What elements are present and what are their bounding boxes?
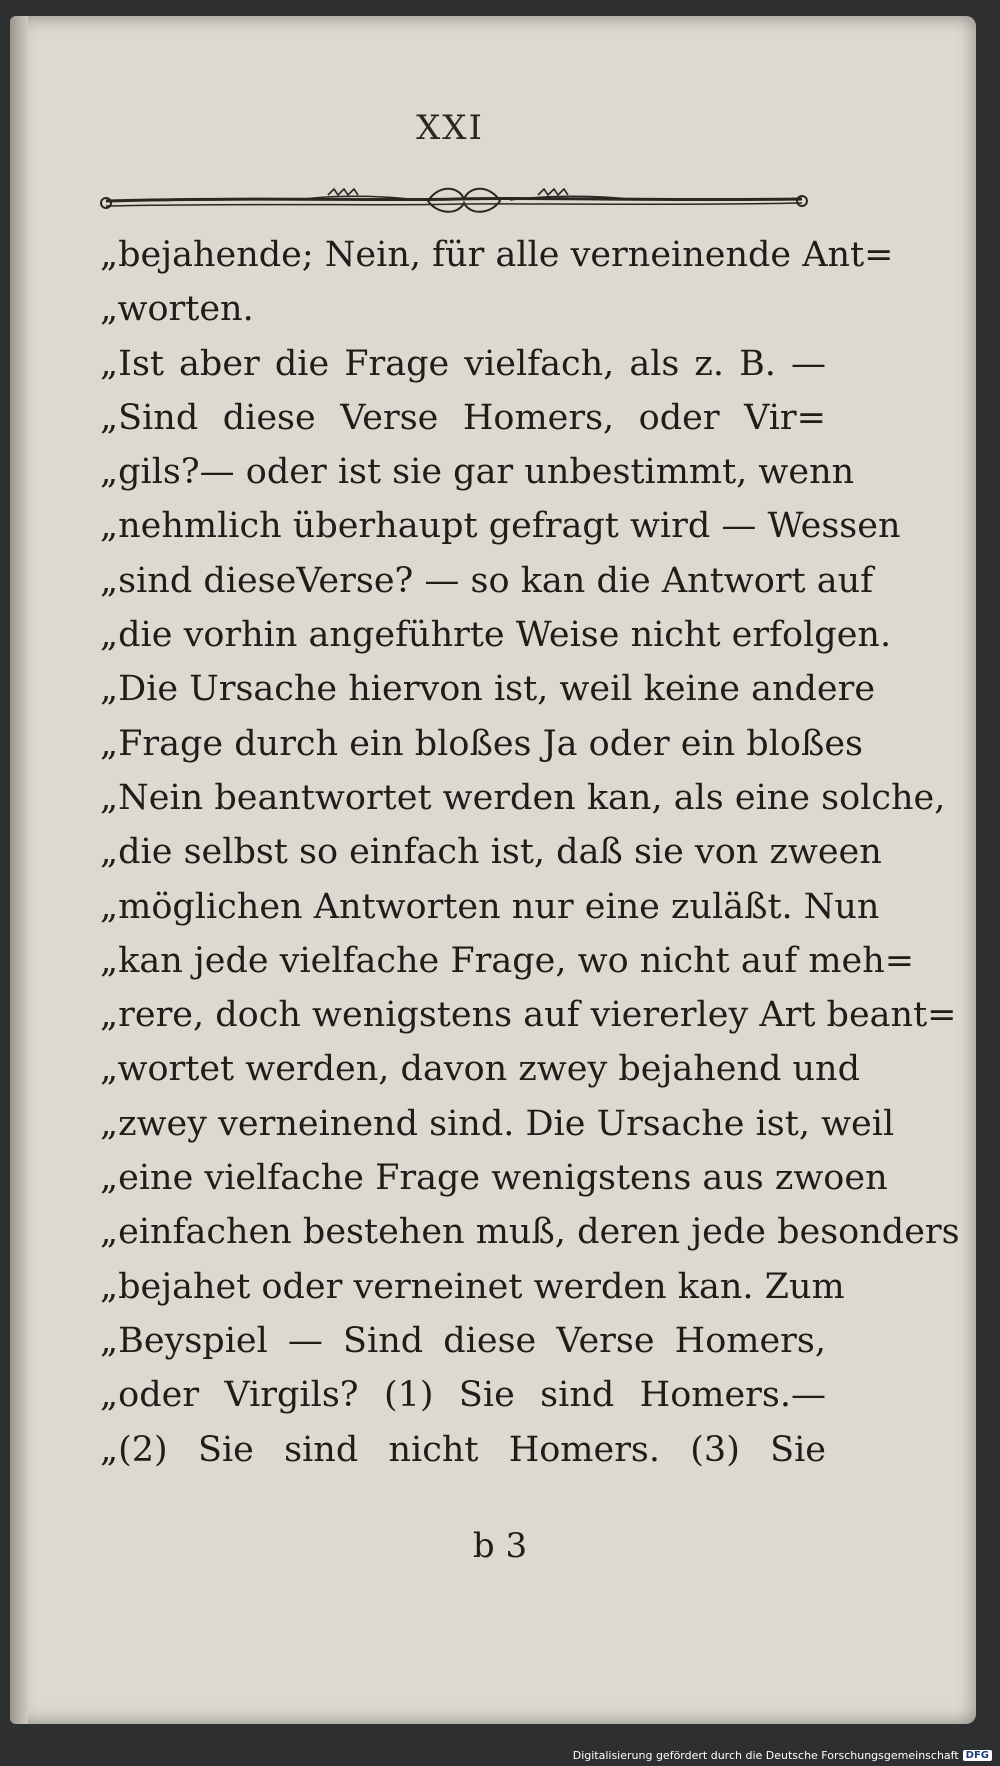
dfg-logo: DFG bbox=[963, 1750, 992, 1761]
book-page bbox=[10, 16, 976, 1724]
text-line: „Sind diese Verse Homers, oder Vir= bbox=[100, 397, 826, 438]
ornamental-rule bbox=[98, 181, 810, 217]
body-text bbox=[100, 228, 960, 1477]
text-line: „gils?— oder ist sie gar unbestimmt, wenn bbox=[100, 452, 855, 493]
text-line: „kan jede vielfache Frage, wo nicht auf meh= bbox=[100, 940, 915, 981]
text-line: „bejahet oder verneinet werden kan. Zum bbox=[100, 1266, 845, 1307]
text-line: „worten. bbox=[100, 289, 254, 330]
text-line: „(2) Sie sind nicht Homers. (3) Sie bbox=[100, 1429, 826, 1470]
page-number: XXI bbox=[416, 108, 484, 148]
digitization-credit bbox=[573, 1749, 992, 1762]
text-line: „Die Ursache hiervon ist, weil keine andere bbox=[100, 669, 876, 710]
text-line: „sind dieseVerse? — so kan die Antwort auf bbox=[100, 560, 874, 601]
signature-mark: b 3 bbox=[472, 1526, 528, 1566]
text-line: „Frage durch ein bloßes Ja oder ein bloßes bbox=[100, 723, 863, 764]
credit-text: Digitalisierung gefördert durch die Deutsche Forschungsgemeinschaft bbox=[572, 1749, 959, 1762]
text-line: „die vorhin angeführte Weise nicht erfolgen. bbox=[100, 615, 892, 656]
text-line: „Beyspiel — Sind diese Verse Homers, bbox=[100, 1320, 826, 1361]
text-line: „bejahende; Nein, für alle verneinende Ant= bbox=[100, 235, 894, 275]
text-line: „möglichen Antworten nur eine zuläßt. Nun bbox=[100, 886, 880, 927]
text-line: „zwey verneinend sind. Die Ursache ist, weil bbox=[100, 1103, 895, 1144]
text-line: „einfachen bestehen muß, deren jede besonders bbox=[100, 1212, 960, 1253]
text-line: „eine vielfache Frage wenigstens aus zwoen bbox=[100, 1158, 888, 1199]
text-line: „rere, doch wenigstens auf viererley Art beant= bbox=[100, 995, 957, 1036]
text-line: „Nein beantwortet werden kan, als eine solche, bbox=[100, 777, 946, 818]
text-line: „Ist aber die Frage vielfach, als z. B. — bbox=[100, 343, 826, 384]
text-line: „die selbst so einfach ist, daß sie von zween bbox=[100, 832, 882, 873]
text-line: „wortet werden, davon zwey bejahend und bbox=[100, 1049, 861, 1090]
page-spine-shadow bbox=[10, 16, 28, 1724]
text-line: „oder Virgils? (1) Sie sind Homers.— bbox=[100, 1375, 826, 1416]
text-line: „nehmlich überhaupt gefragt wird — Wessen bbox=[100, 506, 901, 547]
